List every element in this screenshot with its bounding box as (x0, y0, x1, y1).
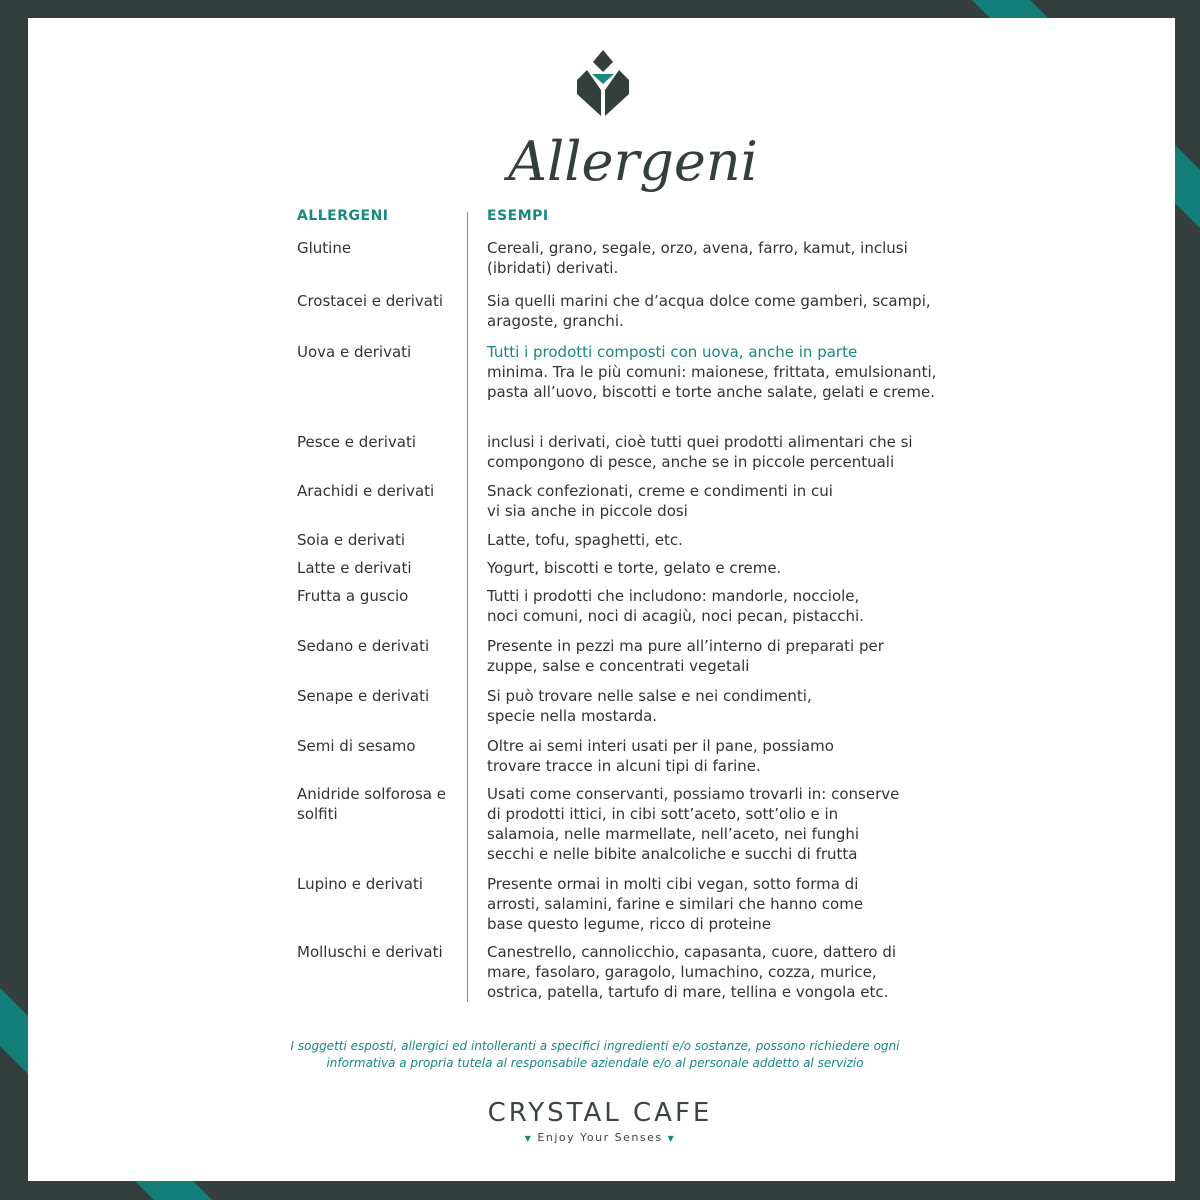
allergen-name: Crostacei e derivati (297, 292, 443, 310)
allergen-examples: Cereali, grano, segale, orzo, avena, farro, kamut, inclusi (ibridati) derivati. (487, 239, 908, 277)
column-header-examples: ESEMPI (487, 208, 549, 224)
allergen-examples: Usati come conservanti, possiamo trovarli in: conserve di prodotti ittici, in cibi sott’aceto, sott’olio e in salamoia, nelle marmellate, nell’aceto, nei funghi secchi e nelle bibite analcoliche e succhi di frutta (487, 785, 900, 863)
column-divider (467, 212, 468, 1002)
brand-name: CRYSTAL CAFE (487, 1098, 713, 1128)
triangle-down-icon: ▼ (524, 1134, 533, 1143)
allergen-examples-rest: minima. Tra le più comuni: maionese, frittata, emulsionanti, pasta all’uovo, biscotti e torte anche salate, gelati e creme. (487, 363, 937, 401)
allergen-name: Molluschi e derivati (297, 943, 443, 961)
crystal-logo-icon (577, 50, 629, 116)
allergen-name: Semi di sesamo (297, 737, 416, 755)
allergen-examples: Presente in pezzi ma pure all’interno di preparati per zuppe, salse e concentrati vegetali (487, 637, 884, 675)
allergen-name: Latte e derivati (297, 559, 412, 577)
column-header-allergens: ALLERGENI (297, 208, 389, 224)
allergen-name: Uova e derivati (297, 343, 412, 361)
allergen-examples: Si può trovare nelle salse e nei condimenti, specie nella mostarda. (487, 687, 812, 725)
allergen-name: Arachidi e derivati (297, 482, 435, 500)
allergen-examples: Presente ormai in molti cibi vegan, sotto forma di arrosti, salamini, farine e similari che hanno come base questo legume, ricco di proteine (487, 875, 864, 933)
allergen-name: Anidride solforosa e solfiti (297, 785, 446, 823)
allergen-name: Frutta a guscio (297, 587, 409, 605)
tagline-text: Enjoy Your Senses (537, 1131, 663, 1144)
allergen-examples: Latte, tofu, spaghetti, etc. (487, 531, 683, 549)
allergen-name: Sedano e derivati (297, 637, 430, 655)
allergen-examples: Sia quelli marini che d’acqua dolce come gamberi, scampi, aragoste, granchi. (487, 292, 931, 330)
triangle-down-icon: ▼ (667, 1134, 676, 1143)
allergen-examples-highlight: Tutti i prodotti composti con uova, anche in parte (487, 343, 858, 361)
allergen-examples: Canestrello, cannolicchio, capasanta, cuore, dattero di mare, fasolaro, garagolo, lumachino, cozza, murice, ostrica, patella, tartufo di mare, tellina e vongola etc. (487, 943, 897, 1001)
allergen-name: Pesce e derivati (297, 433, 416, 451)
allergen-name: Soia e derivati (297, 531, 406, 549)
allergen-examples: inclusi i derivati, cioè tutti quei prodotti alimentari che si compongono di pesce, anche se in piccole percentuali (487, 433, 913, 471)
title-text: Allergeni (508, 130, 758, 193)
allergen-name: Senape e derivati (297, 687, 430, 705)
allergen-name: Lupino e derivati (297, 875, 423, 893)
brand-tagline (440, 1131, 760, 1144)
allergen-examples: Tutti i prodotti che includono: mandorle, nocciole, noci comuni, noci di acagiù, noci pecan, pistacchi. (487, 587, 864, 625)
allergen-examples: Yogurt, biscotti e torte, gelato e creme. (487, 559, 782, 577)
allergen-examples (487, 342, 937, 402)
disclaimer-text: I soggetti esposti, allergici ed intolleranti a specifici ingredienti e/o sostanze, possono richiedere ogni informativa a propria tutela al responsabile aziendale e/o al personale addetto al servizio (290, 1039, 900, 1070)
allergen-name: Glutine (297, 239, 352, 257)
allergen-examples: Oltre ai semi interi usati per il pane, possiamo trovare tracce in alcuni tipi di farine. (487, 737, 834, 775)
allergen-examples: Snack confezionati, creme e condimenti in cui vi sia anche in piccole dosi (487, 482, 833, 520)
